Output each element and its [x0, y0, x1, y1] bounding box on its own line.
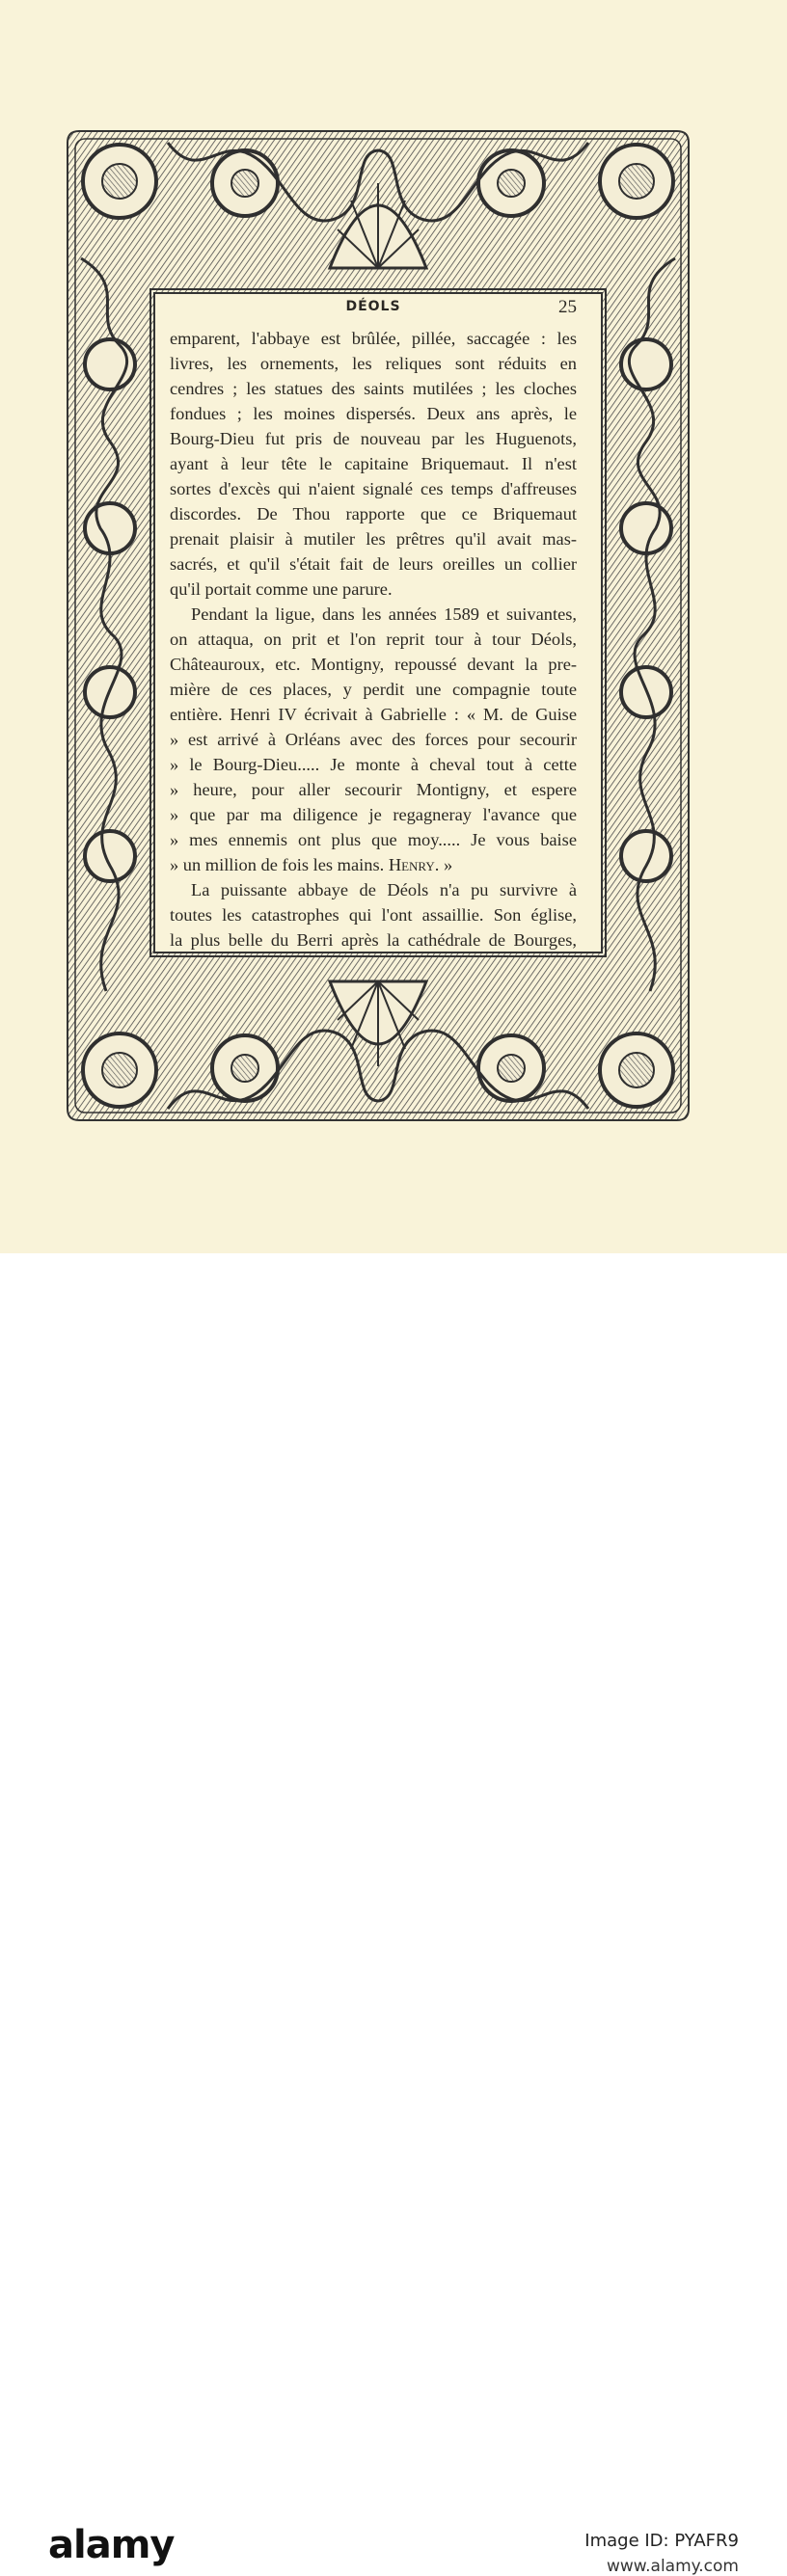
text-line: » le Bourg-Dieu..... Je monte à cheval tout à cette — [170, 755, 577, 774]
text-line: Pendant la ligue, dans les années 1589 et suivantes, — [191, 604, 577, 624]
stock-footer — [0, 1253, 787, 2576]
running-head — [170, 297, 577, 320]
text-line: la plus belle du Berri après la cathédrale de Bourges, — [170, 930, 577, 950]
book-page — [0, 0, 787, 1253]
text-line: » est arrivé à Orléans avec des forces pour secourir — [170, 730, 577, 749]
text-line: on attaqua, on prit et l'on reprit tour à tour Déols, — [170, 630, 577, 649]
text-line: » mes ennemis ont plus que moy..... Je vous baise — [170, 830, 577, 849]
text-line: cendres ; les statues des saints mutilées ; les cloches — [170, 379, 577, 398]
text-line: La puissante abbaye de Déols n'a pu survivre à — [191, 880, 577, 899]
text-line: discordes. De Thou rapporte que ce Briquemaut — [170, 504, 577, 523]
text-line: emparent, l'abbaye est brûlée, pillée, saccagée : les — [170, 329, 577, 348]
image-url-label: www.alamy.com — [606, 2557, 739, 2576]
text-line: » heure, pour aller secourir Montigny, et espere — [170, 780, 577, 799]
text-line: livres, les ornements, les reliques sont réduits en — [170, 354, 577, 373]
text-line: » que par ma diligence je regagneray l'avance que — [170, 805, 577, 824]
text-line: prenait plaisir à mutiler les prêtres qu'il avait mas- — [170, 529, 577, 549]
text-line: mière de ces places, y perdit une compagnie toute — [170, 680, 577, 699]
text-line: fondues ; les moines dispersés. Deux ans après, le — [170, 404, 577, 423]
text-line: sortes d'excès qui n'aient signalé ces temps d'affreuses — [170, 479, 577, 498]
text-line: sacrés, et qu'il s'était fait de leurs oreilles un collier — [170, 554, 577, 574]
alamy-logo: alamy — [48, 2523, 175, 2567]
text-line: Châteauroux, etc. Montigny, repoussé devant la pre- — [170, 655, 577, 674]
image-id-label: Image ID: PYAFR9 — [584, 2531, 739, 2551]
text-line — [170, 852, 577, 877]
text-line: toutes les catastrophes qui l'ont assaillie. Son église, — [170, 905, 577, 925]
text-line: Bourg-Dieu fut pris de nouveau par les Huguenots, — [170, 429, 577, 448]
text-block — [170, 297, 577, 953]
signature-name: Henry — [388, 855, 435, 874]
text-fragment: . » — [434, 855, 453, 874]
text-line: qu'il portait comme une parure. — [170, 579, 393, 599]
text-fragment: » un million de fois les mains. — [170, 855, 389, 874]
running-head-title: DÉOLS — [345, 299, 401, 314]
text-line: ayant à leur tête le capitaine Briquemaut. Il n'est — [170, 454, 577, 473]
text-line: entière. Henri IV écrivait à Gabrielle : « M. de Guise — [170, 705, 577, 724]
page-number: 25 — [558, 297, 577, 317]
